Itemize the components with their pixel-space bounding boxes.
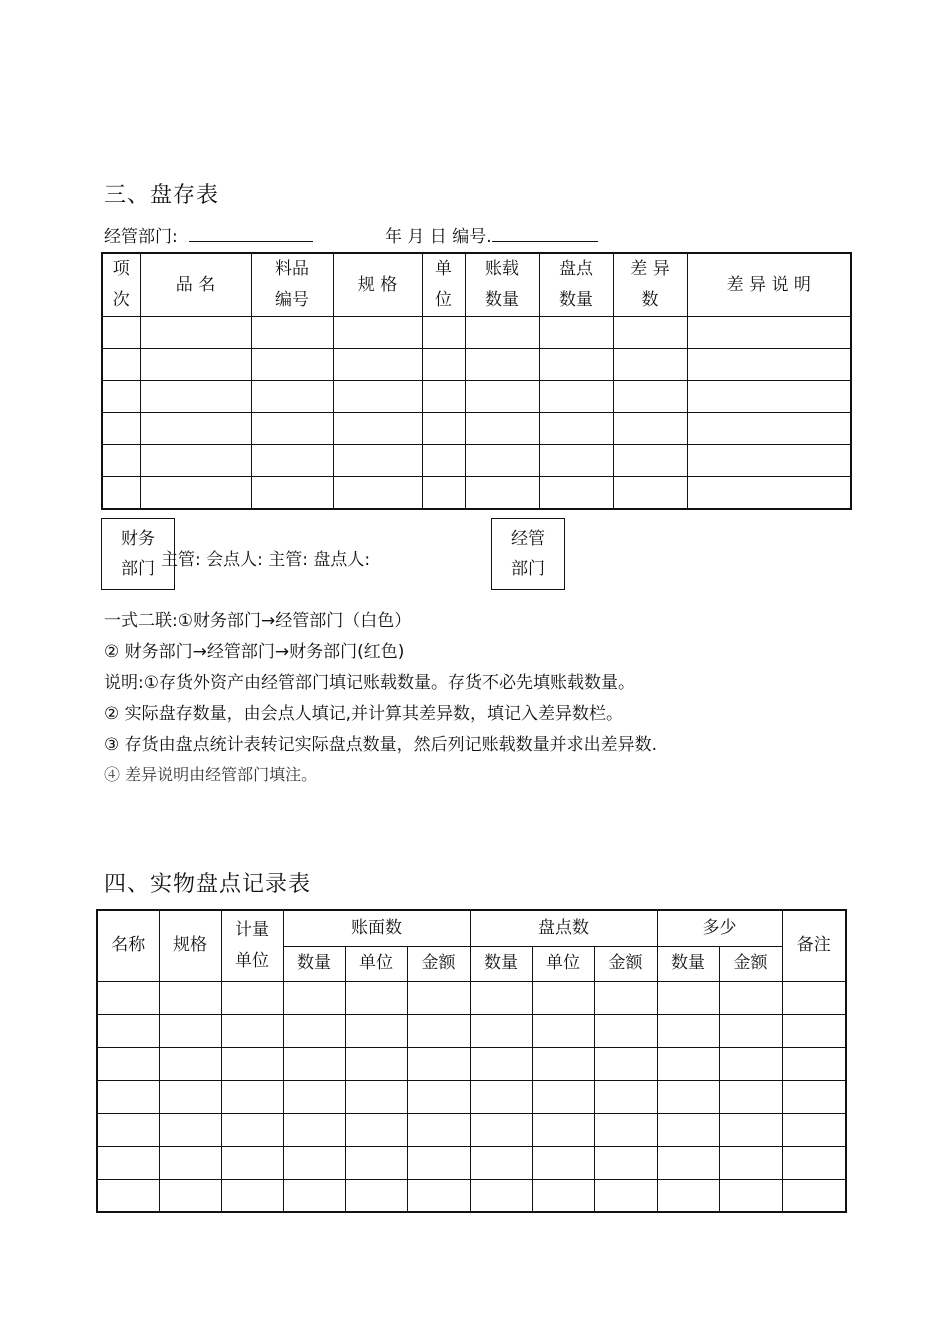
note-line-5: ③ 存货由盘点统计表转记实际盘点数量，然后列记账载数量并求出差异数. — [104, 735, 658, 755]
table-cell[interactable] — [221, 1146, 283, 1179]
table-cell[interactable] — [159, 1179, 221, 1212]
sub-header-cell: 数量 — [283, 946, 345, 981]
number-blank[interactable] — [492, 227, 598, 242]
table-cell[interactable] — [333, 381, 422, 413]
table-cell[interactable] — [539, 413, 613, 445]
table-cell[interactable] — [687, 413, 851, 445]
table-row — [97, 1047, 846, 1080]
table-cell[interactable] — [283, 1146, 345, 1179]
table-cell[interactable] — [407, 981, 470, 1014]
col-name-label: 名称 — [111, 935, 146, 956]
col-name — [97, 910, 159, 981]
table-cell[interactable] — [140, 317, 251, 349]
table-cell[interactable] — [283, 1179, 345, 1212]
table-cell[interactable] — [345, 1014, 407, 1047]
table-cell[interactable] — [251, 413, 333, 445]
table-cell[interactable] — [422, 413, 465, 445]
table-cell[interactable] — [719, 1146, 782, 1179]
table-cell[interactable] — [422, 445, 465, 477]
table-cell[interactable] — [251, 349, 333, 381]
table-cell[interactable] — [613, 445, 687, 477]
table-cell[interactable] — [140, 477, 251, 509]
date-label: 年 月 日 编号. — [385, 227, 492, 247]
table-cell[interactable] — [97, 1179, 159, 1212]
col-diff-note: 差 异 说 明 — [687, 253, 851, 317]
table-row — [97, 1179, 846, 1212]
table-cell[interactable] — [140, 381, 251, 413]
sub-header-cell: 单位 — [532, 946, 594, 981]
col-spec: 规 格 — [333, 253, 422, 317]
table-cell[interactable] — [407, 1047, 470, 1080]
dept-blank[interactable] — [189, 227, 313, 242]
table-row — [97, 1080, 846, 1113]
col-book-label: 账面数 — [351, 917, 402, 938]
table-cell[interactable] — [613, 317, 687, 349]
table-cell[interactable] — [719, 1014, 782, 1047]
col-item-name: 品 名 — [140, 253, 251, 317]
col-measure-unit: 计量 单位 — [221, 910, 283, 981]
table-cell[interactable] — [687, 317, 851, 349]
table-cell[interactable] — [470, 1179, 532, 1212]
date-line — [385, 222, 598, 247]
table-cell[interactable] — [532, 1047, 594, 1080]
table-cell[interactable] — [782, 1179, 846, 1212]
finance-dept-label: 财务 部门 — [121, 529, 155, 579]
table-cell[interactable] — [532, 981, 594, 1014]
table-cell[interactable] — [613, 477, 687, 509]
col-book-qty: 账载 数量 — [465, 253, 539, 317]
table-cell[interactable] — [719, 1113, 782, 1146]
table-cell[interactable] — [345, 1047, 407, 1080]
table-cell[interactable] — [102, 381, 140, 413]
sub-header-cell: 金额 — [719, 946, 782, 981]
table-cell[interactable] — [407, 1179, 470, 1212]
table-cell[interactable] — [719, 1179, 782, 1212]
table-row — [102, 445, 851, 477]
table-cell[interactable] — [333, 413, 422, 445]
table-cell[interactable] — [221, 1080, 283, 1113]
table-cell[interactable] — [470, 1146, 532, 1179]
table-cell[interactable] — [539, 381, 613, 413]
table-cell[interactable] — [97, 1047, 159, 1080]
table-cell[interactable] — [470, 1080, 532, 1113]
table-cell[interactable] — [719, 1080, 782, 1113]
table-cell[interactable] — [333, 445, 422, 477]
table-cell[interactable] — [687, 445, 851, 477]
table-cell[interactable] — [657, 1146, 719, 1179]
table-cell[interactable] — [97, 1113, 159, 1146]
table-cell[interactable] — [687, 477, 851, 509]
table-cell[interactable] — [251, 381, 333, 413]
table-cell[interactable] — [159, 1113, 221, 1146]
inventory-table — [101, 252, 852, 510]
table-cell[interactable] — [687, 381, 851, 413]
col-item-no: 项 次 — [102, 253, 140, 317]
table-cell[interactable] — [532, 1014, 594, 1047]
table-cell[interactable] — [539, 445, 613, 477]
col-count-qty: 盘点 数量 — [539, 253, 613, 317]
table-row — [102, 413, 851, 445]
table-cell[interactable] — [251, 477, 333, 509]
table-cell[interactable] — [159, 1014, 221, 1047]
table-cell[interactable] — [345, 1179, 407, 1212]
table-cell[interactable] — [407, 1146, 470, 1179]
table-cell[interactable] — [251, 445, 333, 477]
table-cell[interactable] — [283, 1080, 345, 1113]
table-cell[interactable] — [422, 349, 465, 381]
sub-header-cell: 单位 — [345, 946, 407, 981]
table-cell[interactable] — [470, 981, 532, 1014]
table-cell[interactable] — [594, 981, 657, 1014]
table-cell[interactable] — [407, 1113, 470, 1146]
table-cell[interactable] — [465, 349, 539, 381]
table-cell[interactable] — [345, 1080, 407, 1113]
sub-header-cell: 金额 — [594, 946, 657, 981]
table-cell[interactable] — [345, 981, 407, 1014]
table-cell[interactable] — [594, 1146, 657, 1179]
table-cell[interactable] — [613, 349, 687, 381]
table-row — [97, 1113, 846, 1146]
table-cell[interactable] — [657, 1113, 719, 1146]
count-header-row-1 — [97, 910, 846, 946]
table-cell[interactable] — [140, 349, 251, 381]
sub-header-cell: 数量 — [470, 946, 532, 981]
table-cell[interactable] — [159, 1047, 221, 1080]
col-unit: 单 位 — [422, 253, 465, 317]
table-cell[interactable] — [465, 413, 539, 445]
table-cell[interactable] — [782, 1146, 846, 1179]
signature-line: 主管: 会点人: 主管: 盘点人: — [161, 550, 371, 570]
table-cell[interactable] — [539, 317, 613, 349]
table-cell[interactable] — [782, 1047, 846, 1080]
table-row — [102, 477, 851, 509]
table-cell[interactable] — [102, 317, 140, 349]
table-row — [102, 381, 851, 413]
table-cell[interactable] — [594, 1080, 657, 1113]
table-cell[interactable] — [613, 381, 687, 413]
table-cell[interactable] — [657, 981, 719, 1014]
table-cell[interactable] — [283, 1047, 345, 1080]
table-cell[interactable] — [97, 1146, 159, 1179]
note-line-2: ② 财务部门→经管部门→财务部门(红色) — [104, 642, 405, 662]
table-row — [97, 1146, 846, 1179]
table-cell[interactable] — [594, 1047, 657, 1080]
table-cell[interactable] — [657, 1014, 719, 1047]
table-cell[interactable] — [221, 1179, 283, 1212]
table-cell[interactable] — [657, 1047, 719, 1080]
table-cell[interactable] — [221, 1014, 283, 1047]
table-cell[interactable] — [594, 1014, 657, 1047]
table-row — [102, 349, 851, 381]
table-cell[interactable] — [97, 981, 159, 1014]
section4-title: 四、实物盘点记录表 — [104, 872, 312, 897]
table-cell[interactable] — [465, 477, 539, 509]
table-cell[interactable] — [470, 1014, 532, 1047]
col-diff-group — [657, 910, 782, 946]
table-cell[interactable] — [221, 1047, 283, 1080]
table-cell[interactable] — [333, 349, 422, 381]
table-cell[interactable] — [159, 1080, 221, 1113]
sub-header-cell: 金额 — [407, 946, 470, 981]
table-cell[interactable] — [159, 1146, 221, 1179]
table-cell[interactable] — [407, 1014, 470, 1047]
table-cell[interactable] — [422, 381, 465, 413]
col-spec-label: 规格 — [173, 935, 207, 956]
dept-line — [104, 222, 313, 247]
table-cell[interactable] — [422, 477, 465, 509]
table-cell[interactable] — [333, 477, 422, 509]
table-row — [97, 1014, 846, 1047]
table-row — [102, 317, 851, 349]
table-cell[interactable] — [782, 981, 846, 1014]
note-line-4: ② 实际盘存数量，由会点人填记,并计算其差异数，填记入差异数栏。 — [104, 704, 624, 724]
table-cell[interactable] — [539, 477, 613, 509]
table-cell[interactable] — [719, 981, 782, 1014]
table-cell[interactable] — [283, 981, 345, 1014]
table-cell[interactable] — [283, 1014, 345, 1047]
managing-dept-label: 经管 部门 — [511, 529, 545, 579]
sub-header-cell: 数量 — [657, 946, 719, 981]
table-cell[interactable] — [345, 1113, 407, 1146]
table-cell[interactable] — [345, 1146, 407, 1179]
table-cell[interactable] — [532, 1080, 594, 1113]
col-count-label: 盘点数 — [538, 917, 590, 938]
table-cell[interactable] — [251, 317, 333, 349]
table-row — [97, 981, 846, 1014]
table-cell[interactable] — [102, 445, 140, 477]
col-diff-label: 多少 — [702, 917, 737, 938]
table-cell[interactable] — [102, 413, 140, 445]
table-cell[interactable] — [539, 349, 613, 381]
table-cell[interactable] — [283, 1113, 345, 1146]
table-cell[interactable] — [657, 1080, 719, 1113]
table-cell[interactable] — [687, 349, 851, 381]
table-cell[interactable] — [97, 1014, 159, 1047]
physical-count-table — [96, 909, 847, 1213]
table-cell[interactable] — [782, 1113, 846, 1146]
table-cell[interactable] — [422, 317, 465, 349]
table-cell[interactable] — [465, 445, 539, 477]
table-cell[interactable] — [613, 413, 687, 445]
table-cell[interactable] — [221, 981, 283, 1014]
col-book-group — [283, 910, 470, 946]
table-cell[interactable] — [465, 381, 539, 413]
col-spec2 — [159, 910, 221, 981]
inventory-header-row — [102, 253, 851, 317]
table-cell[interactable] — [140, 445, 251, 477]
table-cell[interactable] — [407, 1080, 470, 1113]
table-cell[interactable] — [97, 1080, 159, 1113]
note-line-6: ④ 差异说明由经管部门填注。 — [104, 765, 318, 784]
table-cell[interactable] — [140, 413, 251, 445]
table-cell[interactable] — [719, 1047, 782, 1080]
table-cell[interactable] — [594, 1113, 657, 1146]
dept-label: 经管部门: — [104, 227, 178, 247]
table-cell[interactable] — [333, 317, 422, 349]
table-cell[interactable] — [782, 1080, 846, 1113]
table-cell[interactable] — [470, 1047, 532, 1080]
table-cell[interactable] — [221, 1113, 283, 1146]
table-cell[interactable] — [102, 349, 140, 381]
col-remark — [782, 910, 846, 981]
table-cell[interactable] — [532, 1146, 594, 1179]
section3-title: 三、盘存表 — [104, 183, 220, 208]
table-cell[interactable] — [532, 1113, 594, 1146]
table-cell[interactable] — [102, 477, 140, 509]
table-cell[interactable] — [470, 1113, 532, 1146]
table-cell[interactable] — [532, 1179, 594, 1212]
table-cell[interactable] — [159, 981, 221, 1014]
managing-dept-box — [491, 518, 565, 590]
col-diff-qty: 差 异 数 — [613, 253, 687, 317]
col-material-code: 料品 编号 — [251, 253, 333, 317]
table-cell[interactable] — [465, 317, 539, 349]
note-line-1: 一式二联:①财务部门→经管部门（白色） — [104, 611, 412, 631]
col-count-group — [470, 910, 657, 946]
table-cell[interactable] — [657, 1179, 719, 1212]
note-line-3: 说明:①存货外资产由经管部门填记账载数量。存货不必先填账载数量。 — [104, 673, 635, 693]
table-cell[interactable] — [594, 1179, 657, 1212]
col-remark-label: 备注 — [796, 935, 831, 956]
table-cell[interactable] — [782, 1014, 846, 1047]
